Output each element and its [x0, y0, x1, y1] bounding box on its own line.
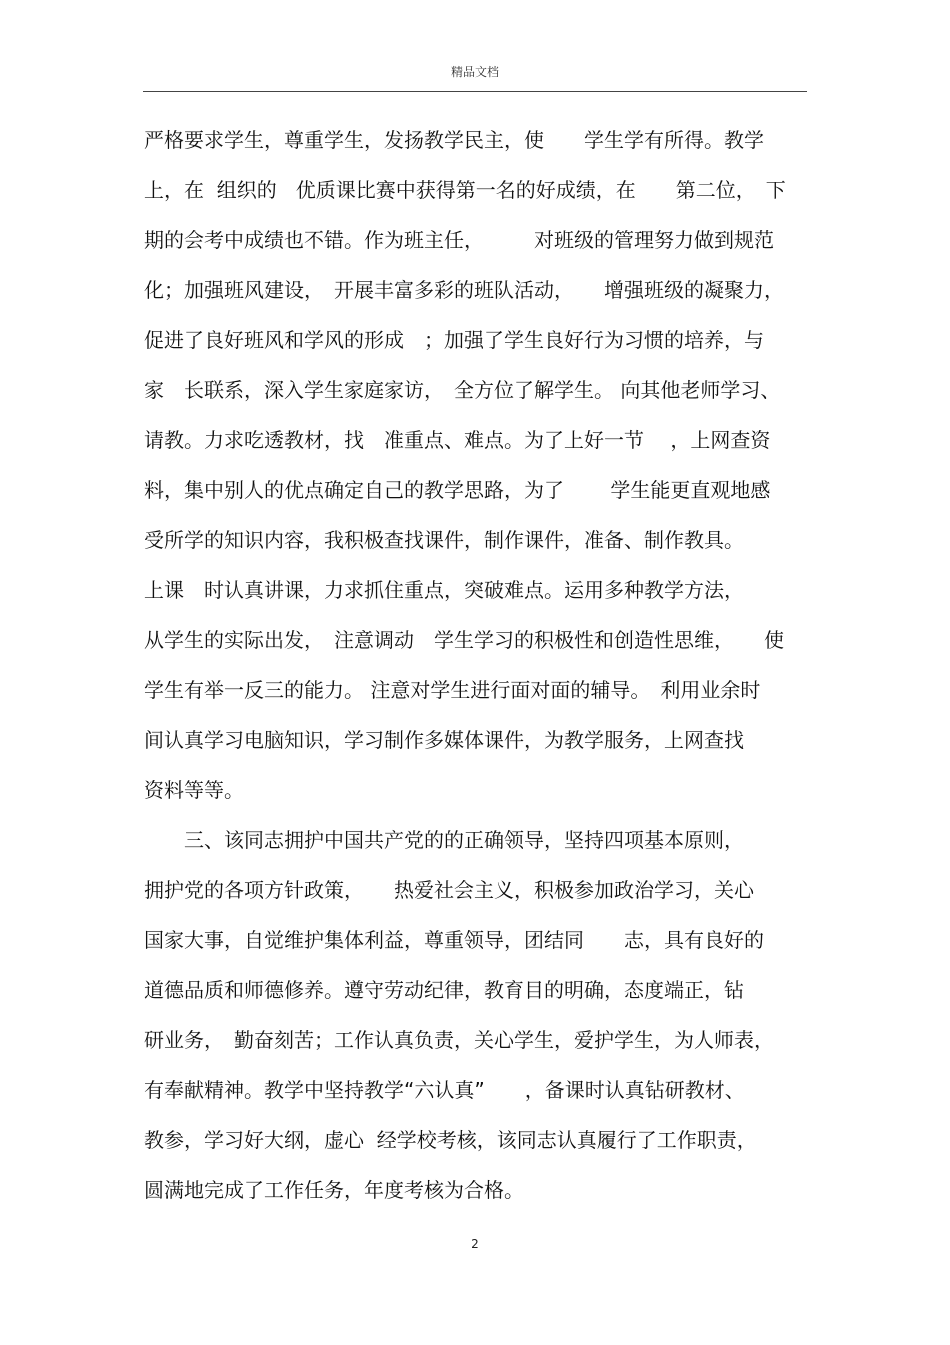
text-line: 道德品质和师德修养。遵守劳动纪律，教育目的明确，态度端正，钻 [144, 978, 744, 1002]
text-line: 圆满地完成了工作任务，年度考核为合格。 [144, 1178, 524, 1202]
header-title: 精品文档 [450, 65, 499, 79]
text-line: 拥护党的各项方针政策， 热爱社会主义，积极参加政治学习，关心 [144, 878, 754, 902]
text-line: 促进了良好班风和学风的形成 ；加强了学生良好行为习惯的培养，与 [144, 328, 764, 352]
text-line: 有奉献精神。教学中坚持教学“六认真” ，备课时认真钻研教材、 [144, 1078, 745, 1102]
text-line: 请教。力求吃透教材，找 准重点、难点。为了上好一节 ，上网查资 [144, 428, 771, 452]
text-line: 教参，学习好大纲，虚心 经学校考核，该同志认真履行了工作职责， [144, 1128, 757, 1152]
text-line: 国家大事，自觉维护集体利益，尊重领导，团结同 志，具有良好的 [144, 928, 764, 952]
text-line: 间认真学习电脑知识，学习制作多媒体课件，为教学服务，上网查找 [144, 728, 744, 752]
text-line: 学生有举一反三的能力。 注意对学生进行面对面的辅导。 利用业余时 [144, 678, 761, 702]
text-line: 三、该同志拥护中国共产党的的正确领导，坚持四项基本原则， [144, 828, 744, 852]
header-divider [143, 91, 807, 92]
text-line: 严格要求学生，尊重学生，发扬教学民主，使 学生学有所得。教学 [144, 128, 764, 152]
text-line: 家 长联系，深入学生家庭家访， 全方位了解学生。 向其他老师学习、 [144, 378, 781, 402]
text-line: 研业务， 勤奋刻苦；工作认真负责，关心学生，爱护学生，为人师表， [144, 1028, 774, 1052]
text-line: 从学生的实际出发， 注意调动 学生学习的积极性和创造性思维， 使 [144, 628, 784, 652]
text-line: 期的会考中成绩也不错。作为班主任， 对班级的管理努力做到规范 [144, 228, 774, 252]
text-line: 上课 时认真讲课，力求抓住重点，突破难点。运用多种教学方法， [144, 578, 744, 602]
page-number: 2 [471, 1237, 479, 1251]
text-line: 料，集中别人的优点确定自己的教学思路，为了 学生能更直观地感 [144, 478, 771, 502]
text-line: 资料等等。 [144, 778, 244, 802]
text-line: 化；加强班风建设， 开展丰富多彩的班队活动， 增强班级的凝聚力， [144, 278, 784, 302]
text-line: 上，在 组织的 优质课比赛中获得第一名的好成绩，在 第二位， 下 [144, 178, 786, 202]
text-line: 受所学的知识内容，我积极查找课件，制作课件，准备、制作教具。 [144, 528, 744, 552]
